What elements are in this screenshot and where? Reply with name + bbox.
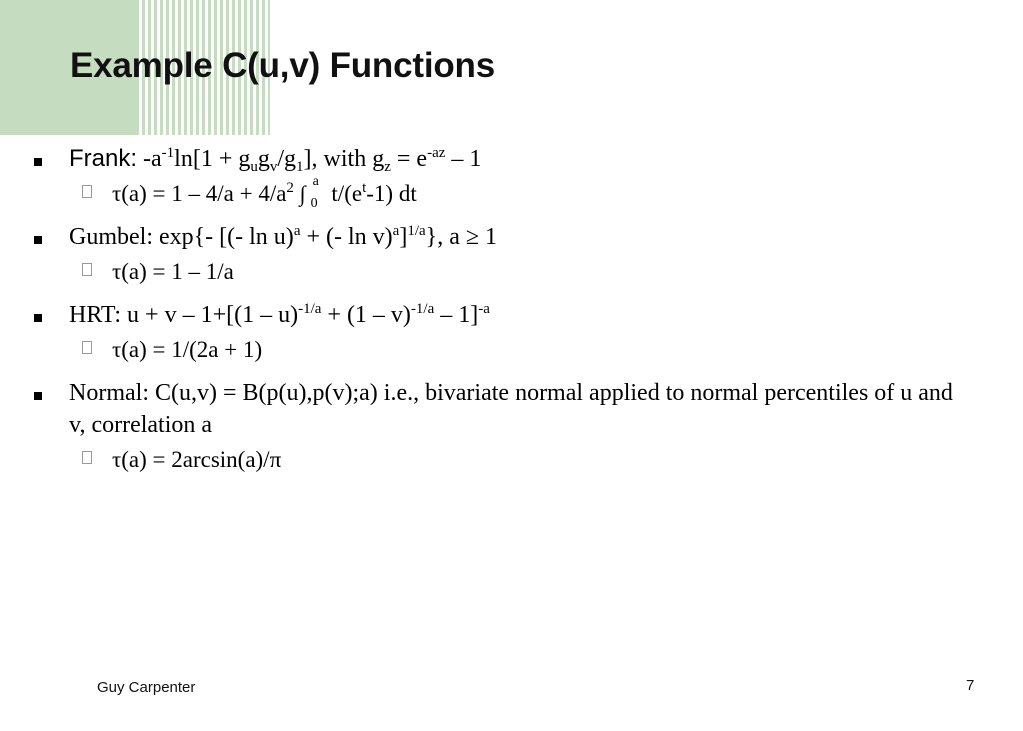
formula-sup: a xyxy=(392,223,400,239)
item-label: HRT: xyxy=(69,302,122,328)
tau-formula: τ(a) = 1/(2a + 1) xyxy=(112,337,263,362)
formula-part: + (1 – v) xyxy=(321,302,411,328)
bullet-line xyxy=(34,377,974,441)
formula-part: g xyxy=(257,146,270,172)
formula-sup: -az xyxy=(427,145,446,161)
formula-part: ] xyxy=(399,224,408,250)
integral-symbol xyxy=(299,174,326,211)
formula-sup: a xyxy=(293,223,301,239)
box-bullet-icon xyxy=(82,451,92,464)
box-bullet-icon xyxy=(82,341,92,354)
formula-part: -1) dt xyxy=(366,181,417,206)
formula-sup: -1/a xyxy=(298,301,322,317)
item-label: Normal: xyxy=(69,380,149,406)
square-bullet-icon xyxy=(34,314,42,322)
formula-part: -a xyxy=(143,146,162,172)
sub-bullet-line xyxy=(34,174,974,211)
formula-part: u + v – 1+[(1 – u) xyxy=(121,302,299,328)
box-bullet-icon xyxy=(82,185,92,198)
formula-part: – 1] xyxy=(434,302,479,328)
sub-bullet-line xyxy=(34,257,974,287)
formula-sub: u xyxy=(250,159,258,175)
formula-part: /g xyxy=(277,146,297,172)
copula-frank xyxy=(34,143,974,209)
bullet-line xyxy=(34,143,974,175)
formula-sub: 1 xyxy=(296,159,304,175)
square-bullet-icon xyxy=(34,236,42,244)
tau-formula: τ(a) = 2arcsin(a)/π xyxy=(112,447,282,472)
slide-number: 7 xyxy=(966,677,975,694)
formula-part: – 1 xyxy=(445,146,482,172)
integral-sign: ∫ xyxy=(299,181,306,206)
formula-sup: -a xyxy=(478,301,490,317)
sub-bullet-line xyxy=(34,335,974,365)
formula-part: + (- ln v) xyxy=(300,224,393,250)
formula-sup: 1/a xyxy=(407,223,426,239)
formula-sup: -1 xyxy=(161,145,175,161)
copula-normal xyxy=(34,377,974,475)
formula-part: ln[1 + g xyxy=(174,146,251,172)
item-text: C(u,v) = B(p(u),p(v);a) i.e., bivariate normal applied to normal percentiles of u and v, correlation a xyxy=(69,380,953,438)
bullet-line xyxy=(34,221,974,253)
square-bullet-icon xyxy=(34,158,42,166)
formula-sup: -1/a xyxy=(410,301,435,317)
formula-sub: z xyxy=(384,159,391,175)
item-label: Frank: xyxy=(69,145,138,172)
copula-gumbel xyxy=(34,221,974,287)
formula-sub: v xyxy=(269,159,278,175)
formula-part: exp{- [(- ln u) xyxy=(153,224,294,250)
slide-title: Example C(u,v) Functions xyxy=(70,46,495,85)
square-bullet-icon xyxy=(34,392,42,400)
tau-formula: τ(a) = 1 – 1/a xyxy=(112,259,234,284)
formula-sup: t xyxy=(362,180,367,196)
formula-sup: 2 xyxy=(286,180,294,196)
formula-part: t/(e xyxy=(325,181,363,206)
footer-author: Guy Carpenter xyxy=(97,679,196,696)
formula-part: = 1 – 4/a + 4/a xyxy=(146,181,287,206)
integral-lower-limit: 0 xyxy=(310,196,318,211)
tau-label: τ(a) xyxy=(112,181,147,206)
sub-bullet-line xyxy=(34,445,974,475)
copula-hrt xyxy=(34,299,974,365)
item-label: Gumbel: xyxy=(69,224,153,250)
formula-part: }, a ≥ 1 xyxy=(425,224,498,250)
slide-content xyxy=(34,143,974,475)
formula-part: ], with g xyxy=(303,146,385,172)
formula-part: = e xyxy=(390,146,428,172)
box-bullet-icon xyxy=(82,263,92,276)
bullet-line xyxy=(34,299,974,331)
integral-upper-limit: a xyxy=(312,174,319,189)
